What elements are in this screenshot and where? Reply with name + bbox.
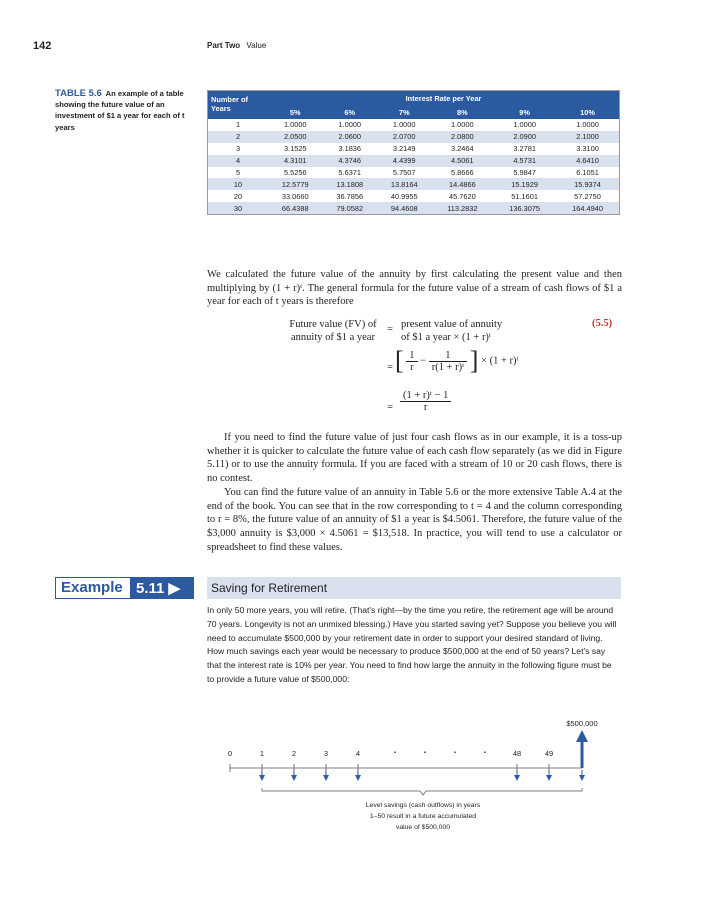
cell-years: 10 (208, 178, 268, 190)
cell-value: 4.5061 (431, 155, 493, 167)
section-label: Value (246, 41, 267, 50)
cell-value: 1.0000 (377, 119, 431, 131)
formula-lhs-line1: Future value (FV) of (289, 319, 377, 330)
cell-value: 5.9847 (493, 167, 556, 179)
table-row (208, 178, 619, 190)
timeline-tick-label: 1 (259, 749, 265, 758)
equals-sign: = (387, 402, 393, 413)
cell-value: 40.9955 (377, 190, 431, 202)
cell-value: 4.6410 (556, 155, 619, 167)
example-badge (55, 577, 194, 599)
formula-lhs-line2: annuity of $1 a year (291, 332, 375, 343)
table-caption-text: An example of a table showing the future value of an investment of $1 a year for each of t years (55, 89, 185, 132)
example-number: 5.11 ▶ (130, 577, 194, 599)
table-row (208, 131, 619, 143)
col-header-rate: 7% (377, 105, 431, 119)
table-row (208, 143, 619, 155)
brace-caption-line2: 1–50 result in a future accumulated (369, 813, 477, 820)
cell-value: 5.5256 (268, 167, 322, 179)
cell-value: 3.1836 (322, 143, 376, 155)
paragraph-annuity-intro: We calculated the future value of the annuity by first calculating the present value and then multiplying by (1 + r)ᵗ. The general formula for the future value of a stream of cash flows of $1 a year for each of t years is therefore (207, 269, 622, 308)
formula-lhs (283, 318, 383, 344)
table-row (208, 155, 619, 167)
brace-caption-line3: value of $500,000 (395, 824, 451, 831)
formula-rhs-line1: present value of annuity (401, 319, 503, 330)
cell-value: 51.1601 (493, 190, 556, 202)
cell-value: 57.2750 (556, 190, 619, 202)
cell-value: 136.3075 (493, 202, 556, 214)
minus-sign: − (420, 355, 427, 367)
formula-final-fraction (400, 390, 451, 413)
cell-value: 2.1000 (556, 131, 619, 143)
table-row (208, 190, 619, 202)
cell-value: 2.0900 (493, 131, 556, 143)
cell-value: 164.4940 (556, 202, 619, 214)
timeline-tick-label: 48 (512, 749, 522, 758)
cell-value: 14.4866 (431, 178, 493, 190)
equation-number: (5.5) (592, 318, 613, 329)
cell-value: 3.1525 (268, 143, 322, 155)
cell-value: 3.2781 (493, 143, 556, 155)
cell-value: 13.1808 (322, 178, 376, 190)
cell-value: 66.4388 (268, 202, 322, 214)
fraction-numerator: 1 (429, 350, 467, 362)
fraction-denominator: r(1 + r)ᵗ (431, 361, 465, 373)
timeline-tick-label: · (422, 743, 428, 759)
formula-rhs (401, 318, 502, 344)
paragraph-annuity-formula-use: If you need to find the future value of just four cash flows as in our example, it is a toss-up whether it is quicker to calculate the future value of each cash flow separately (as we did in Figure 5.11) or to use the annuity formula. If you are faced with a stream of 10 or 20 cash flows, there is no contest. (207, 432, 622, 485)
timeline-brace (262, 788, 582, 795)
cell-value: 3.2464 (431, 143, 493, 155)
cell-value: 13.8164 (377, 178, 431, 190)
cell-years: 1 (208, 119, 268, 131)
timeline-tick-label: · (392, 743, 398, 759)
fraction-numerator: 1 (406, 350, 417, 362)
cell-value: 94.4608 (377, 202, 431, 214)
fraction-numerator: (1 + r)ᵗ − 1 (400, 390, 451, 402)
equation-5-5 (283, 318, 623, 426)
cell-value: 15.1929 (493, 178, 556, 190)
cell-value: 45.7620 (431, 190, 493, 202)
equals-sign: = (387, 362, 393, 373)
cell-value: 2.0800 (431, 131, 493, 143)
brace-caption-line1: Level savings (cash outflows) in years (365, 802, 481, 809)
cell-value: 1.0000 (556, 119, 619, 131)
running-head (207, 41, 266, 50)
col-header-rate: 10% (556, 105, 619, 119)
growth-factor: × (1 + r)ᵗ (481, 355, 519, 367)
example-text: In only 50 more years, you will retire. (That's right—by the time you retire, the retirement age will be around 70 years. Longevity is not an unmixed blessing.) Have you started saving yet? Suppose you believe you will need to accumulate $500,000 by your retirement date in order to support your desired standard of living. How much savings each year would be necessary to produce $500,000 at the end of 50 years? Let's say that the interest rate is 10% per year. You need to find how large the annuity in the following figure must be to provide a future value of $500,000: (207, 605, 617, 684)
cell-value: 1.0000 (268, 119, 322, 131)
table-body (208, 119, 619, 214)
fraction-denominator: r (423, 402, 428, 413)
cell-value: 4.5731 (493, 155, 556, 167)
left-bracket: [ (395, 346, 404, 375)
cell-value: 4.4399 (377, 155, 431, 167)
cell-value: 2.0500 (268, 131, 322, 143)
cell-value: 1.0000 (431, 119, 493, 131)
col-header-rate: 9% (493, 105, 556, 119)
future-value-table (207, 90, 620, 215)
cash-flow-timeline (220, 716, 620, 846)
cell-value: 3.3100 (556, 143, 619, 155)
cell-value: 33.0660 (268, 190, 322, 202)
timeline-tick-label: 4 (355, 749, 361, 758)
col-header-rate: 5% (268, 105, 322, 119)
table-caption-label: TABLE 5.6 (55, 88, 102, 99)
table-row (208, 167, 619, 179)
cash-outflow-arrows (262, 770, 582, 778)
cell-years: 4 (208, 155, 268, 167)
cell-value: 79.0582 (322, 202, 376, 214)
cell-value: 4.3101 (268, 155, 322, 167)
cell-value: 2.0700 (377, 131, 431, 143)
fraction-denominator: r (410, 361, 414, 373)
cell-value: 5.7507 (377, 167, 431, 179)
page-number: 142 (33, 40, 52, 52)
timeline-svg (220, 716, 620, 846)
col-header-years: Number of Years (208, 91, 268, 119)
future-value-label: $500,000 (566, 719, 598, 728)
cell-value: 5.6371 (322, 167, 376, 179)
fraction-final (400, 390, 451, 413)
cell-years: 2 (208, 131, 268, 143)
table-row (208, 202, 619, 214)
cell-value: 15.9374 (556, 178, 619, 190)
formula-rhs-line2: of $1 a year × (1 + r)ᵗ (401, 332, 491, 343)
cell-years: 20 (208, 190, 268, 202)
example-title: Saving for Retirement (207, 577, 621, 599)
cell-value: 2.0600 (322, 131, 376, 143)
col-header-rate: 6% (322, 105, 376, 119)
timeline-tick-label: 49 (544, 749, 554, 758)
col-header-rate: 8% (431, 105, 493, 119)
table-row (208, 119, 619, 131)
cell-value: 1.0000 (493, 119, 556, 131)
cell-value: 3.2149 (377, 143, 431, 155)
cell-years: 3 (208, 143, 268, 155)
cell-value: 6.1051 (556, 167, 619, 179)
table-caption (55, 88, 195, 133)
timeline-tick-label: 3 (323, 749, 329, 758)
formula-bracket-expression (395, 346, 519, 376)
right-bracket: ] (469, 346, 479, 375)
col-header-interest-rate: Interest Rate per Year (268, 91, 619, 105)
timeline-tick-label: 2 (291, 749, 297, 758)
cell-value: 5.8666 (431, 167, 493, 179)
fraction-one-over-r (406, 350, 417, 373)
cell-years: 5 (208, 167, 268, 179)
cell-value: 12.5779 (268, 178, 322, 190)
timeline-tick-label: 0 (227, 749, 233, 758)
part-label: Part Two (207, 41, 241, 50)
cell-value: 36.7856 (322, 190, 376, 202)
equals-sign: = (387, 324, 393, 335)
cell-value: 113.2832 (431, 202, 493, 214)
cell-value: 1.0000 (322, 119, 376, 131)
timeline-tick-label: · (452, 743, 458, 759)
cell-years: 30 (208, 202, 268, 214)
example-label: Example (61, 579, 123, 596)
paragraph-table-lookup: You can find the future value of an annuity in Table 5.6 or the more extensive Table A.4 at the end of the book. You can see that in the row corresponding to t = 4 and the column corresponding to r = 8%, the future value of an annuity of $1 a year is $4.5061. Therefore, the future value of the $3,000 annuity is $3,000 × 4.5061 = $13,518. In practice, you will tend to use a calculator or spreadsheet to find these values. (207, 487, 622, 553)
timeline-tick-label: · (482, 743, 488, 759)
fraction-discount (429, 350, 467, 373)
cell-value: 4.3746 (322, 155, 376, 167)
